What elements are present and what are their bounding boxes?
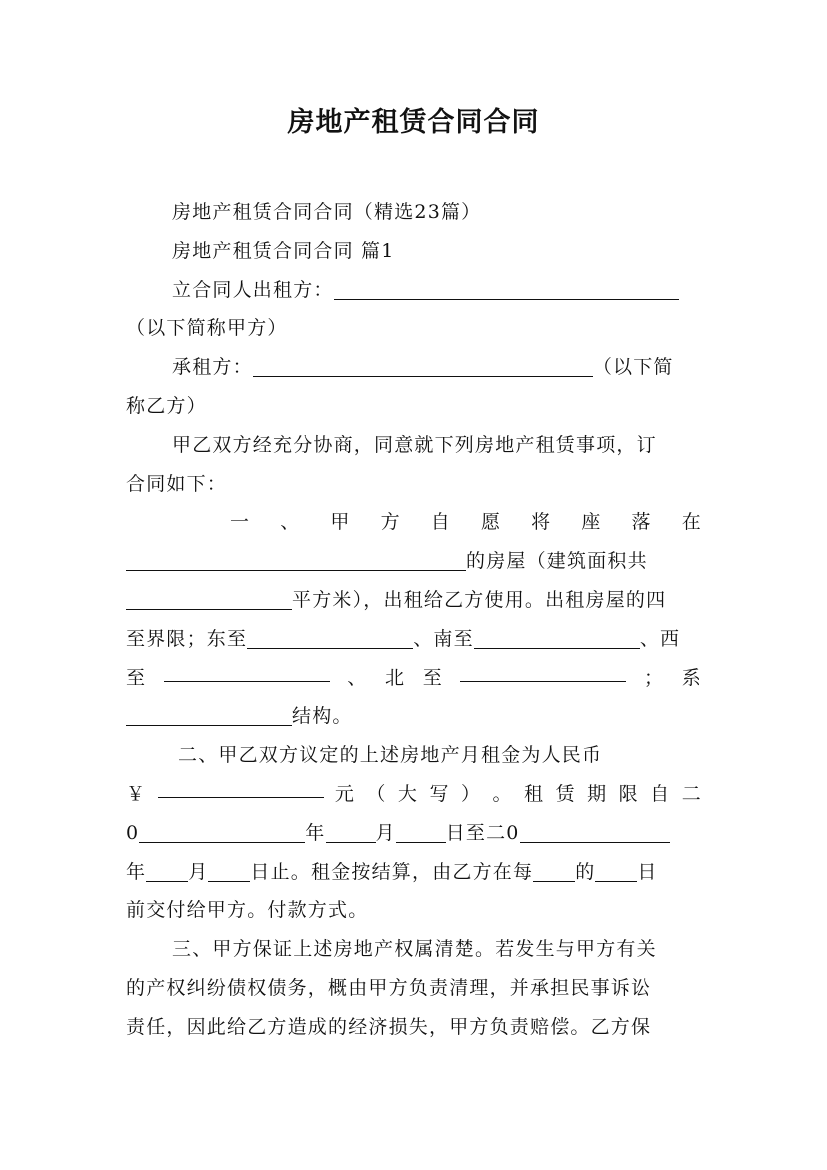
intro-paragraph-cont: 合同如下： [126,472,228,495]
clause-1-line-1: 一 、 甲 方 自 愿 将 座 落 在 [230,511,702,534]
structure-blank [126,703,292,726]
clause-2-line-2: ￥ 元 （ 大 写 ） 。 租 赁 期 限 自 二 [126,775,702,814]
east-blank [247,626,413,649]
payment-day-blank [595,859,637,882]
clause-2-line-1: 二、甲乙双方议定的上述房地产月租金为人民币 [178,744,603,767]
clause-2-line-5: 前交付给甲方。付款方式。 [126,899,369,922]
clause-3-line-2: 的产权纠纷债权债务，概由甲方负责清理，并承担民事诉讼 [126,976,652,999]
clause-1-line-5: 至 、 北 至 ； 系 [126,659,702,698]
clause-2-line-4: 年 月 日止。租金按结算，由乙方在每 的 日 [126,860,658,883]
rent-amount-blank [158,775,324,798]
lessor-line: 立合同人出租方： [126,271,702,310]
clause-1-line-6: 结构。 [126,697,702,736]
clause-1-line-2: 的房屋（建筑面积共 [126,542,702,581]
lessee-line-cont: 称乙方） [126,394,207,417]
north-blank [460,659,626,682]
clause-1-line-4: 至界限；东至 、南至 、西 [126,627,681,650]
start-month-blank [326,820,376,843]
lessor-line-cont: （以下简称甲方） [126,317,288,340]
clause-1-line-3: 平方米），出租给乙方使用。出租房屋的四 [126,581,702,620]
payment-period-blank [533,859,575,882]
clause-3-line-3: 责任，因此给乙方造成的经济损失，甲方负责赔偿。乙方保 [126,1015,652,1038]
clause-3-line-1: 三、甲方保证上述房地产权属清楚。若发生与甲方有关 [172,938,657,961]
document-title: 房地产租赁合同合同 [287,107,540,138]
subtitle-line: 房地产租赁合同合同（精选23篇） [172,201,482,223]
end-year-blank [520,820,670,843]
start-day-blank [396,820,446,843]
area-blank [126,587,292,610]
section-heading: 房地产租赁合同合同 篇1 [172,239,395,262]
end-day-blank [208,859,250,882]
start-year-blank [139,820,305,843]
end-month-blank [146,859,188,882]
intro-paragraph: 甲乙双方经充分协商，同意就下列房地产租赁事项，订 [172,433,657,456]
document-body [126,193,702,1047]
lessee-line: 承租方： （以下简 [172,356,674,379]
south-blank [474,626,640,649]
lessor-blank [334,277,679,300]
address-blank [126,548,466,571]
lessee-blank [253,354,593,377]
clause-2-line-3: 0 年 月 日至二0 [126,814,702,853]
west-blank [164,659,330,682]
